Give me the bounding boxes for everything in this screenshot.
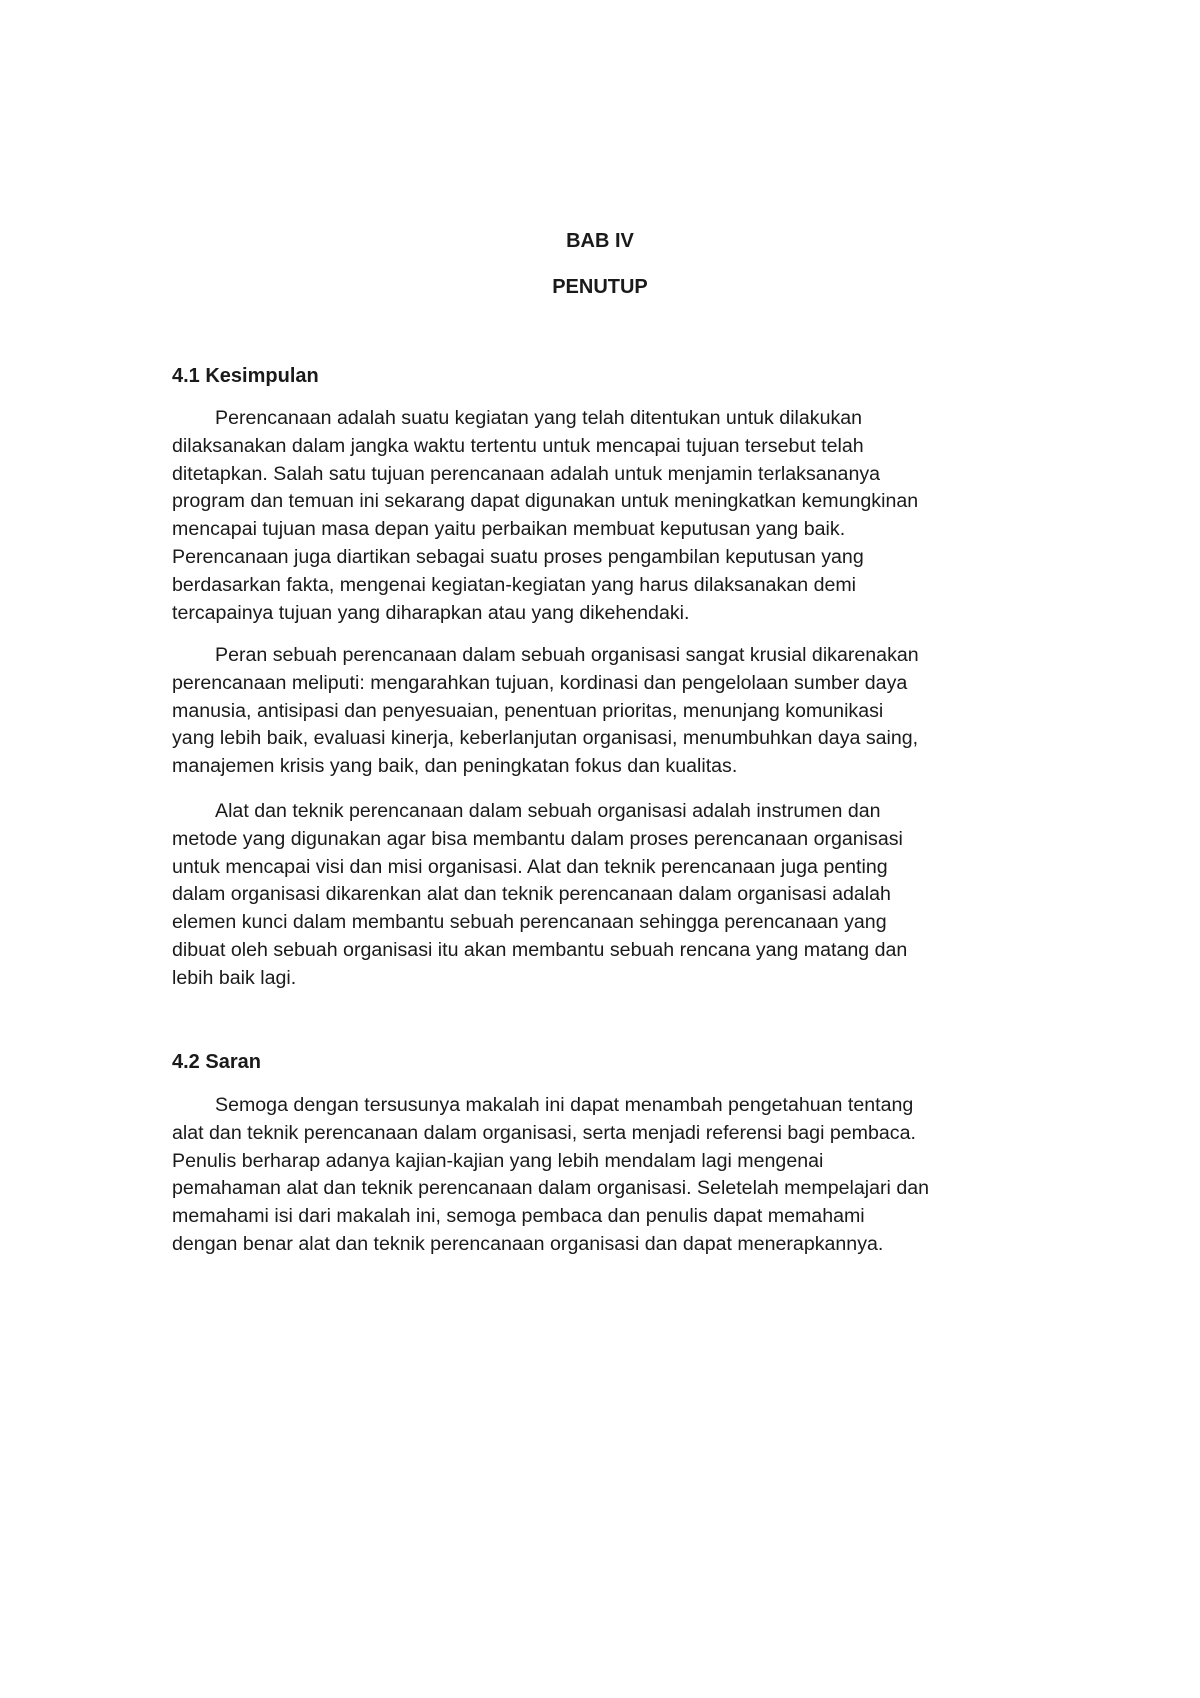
paragraph-line: alat dan teknik perencanaan dalam organisasi, serta menjadi referensi bagi pembaca. — [172, 1121, 916, 1144]
paragraph-line: tercapainya tujuan yang diharapkan atau yang dikehendaki. — [172, 601, 690, 624]
paragraph-line: memahami isi dari makalah ini, semoga pembaca dan penulis dapat memahami — [172, 1205, 865, 1228]
paragraph-line: mencapai tujuan masa depan yaitu perbaikan membuat keputusan yang baik. — [172, 518, 846, 541]
paragraph — [172, 1092, 1042, 1259]
paragraph-line: yang lebih baik, evaluasi kinerja, keberlanjutan organisasi, menumbuhkan daya saing, — [172, 727, 919, 750]
paragraph-line: metode yang digunakan agar bisa membantu dalam proses perencanaan organisasi — [172, 827, 903, 850]
paragraph-line: dilaksanakan dalam jangka waktu tertentu untuk mencapai tujuan tersebut telah — [172, 434, 864, 457]
paragraph-line: untuk mencapai visi dan misi organisasi. Alat dan teknik perencanaan juga penting — [172, 855, 888, 878]
paragraph-line: Peran sebuah perencanaan dalam sebuah organisasi sangat krusial dikarenakan — [215, 644, 919, 666]
paragraph-line: ditetapkan. Salah satu tujuan perencanaan adalah untuk menjamin terlaksananya — [172, 462, 881, 485]
chapter-title: PENUTUP — [552, 276, 648, 298]
paragraph — [172, 405, 1042, 627]
paragraph-line: dengan benar alat dan teknik perencanaan organisasi dan dapat menerapkannya. — [172, 1232, 884, 1255]
paragraph — [172, 798, 1042, 993]
paragraph-line: manusia, antisipasi dan penyesuaian, penentuan prioritas, menunjang komunikasi — [172, 699, 884, 722]
paragraph-line: Penulis berharap adanya kajian-kajian yang lebih mendalam lagi mengenai — [172, 1149, 824, 1172]
paragraph-line: Semoga dengan tersusunya makalah ini dapat menambah pengetahuan tentang — [215, 1094, 914, 1116]
paragraph-line: dalam organisasi dikarenkan alat dan teknik perencanaan dalam organisasi adalah — [172, 883, 891, 906]
paragraph-line: Alat dan teknik perencanaan dalam sebuah organisasi adalah instrumen dan — [215, 800, 881, 822]
paragraph-line: pemahaman alat dan teknik perencanaan dalam organisasi. Seletelah mempelajari dan — [172, 1177, 930, 1200]
paragraph-line: manajemen krisis yang baik, dan peningkatan fokus dan kualitas. — [172, 755, 738, 778]
paragraph — [172, 642, 1042, 781]
section-heading-kesimpulan: 4.1 Kesimpulan — [172, 365, 319, 387]
chapter-number: BAB IV — [566, 230, 634, 252]
paragraph-line: Perencanaan juga diartikan sebagai suatu proses pengambilan keputusan yang — [172, 545, 864, 568]
section-heading-saran: 4.2 Saran — [172, 1051, 261, 1073]
paragraph-line: Perencanaan adalah suatu kegiatan yang telah ditentukan untuk dilakukan — [215, 407, 863, 429]
paragraph-line: program dan temuan ini sekarang dapat digunakan untuk meningkatkan kemungkinan — [172, 490, 919, 513]
paragraph-line: lebih baik lagi. — [172, 966, 297, 989]
paragraph-line: dibuat oleh sebuah organisasi itu akan membantu sebuah rencana yang matang dan — [172, 938, 908, 961]
paragraph-line: perencanaan meliputi: mengarahkan tujuan, kordinasi dan pengelolaan sumber daya — [172, 671, 908, 694]
paragraph-line: berdasarkan fakta, mengenai kegiatan-kegiatan yang harus dilaksanakan demi — [172, 573, 857, 596]
paragraph-line: elemen kunci dalam membantu sebuah perencanaan sehingga perencanaan yang — [172, 911, 887, 934]
